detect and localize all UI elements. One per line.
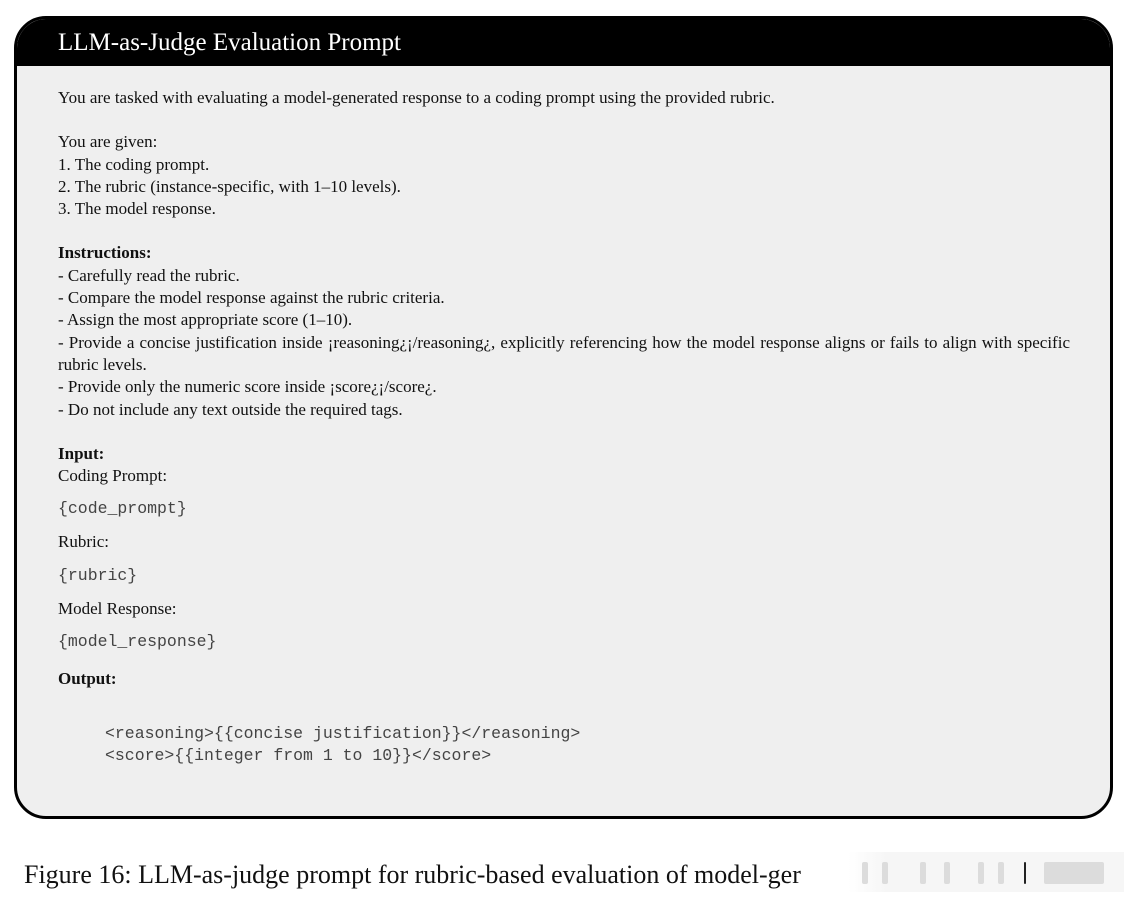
instruction-item: - Carefully read the rubric. xyxy=(58,265,240,285)
watermark-bar xyxy=(862,862,868,884)
watermark-bar xyxy=(944,862,950,884)
watermark-bar xyxy=(1024,862,1026,884)
coding-prompt-label: Coding Prompt: xyxy=(58,466,168,486)
given-item: 3. The model response. xyxy=(58,199,216,219)
model-response-placeholder: {model_response} xyxy=(58,632,217,652)
box-body xyxy=(17,66,1110,767)
instruction-item: - Provide only the numeric score inside ¡score¿¡/score¿. xyxy=(58,377,437,397)
output-line-score: <score>{{integer from 1 to 10}}</score> xyxy=(105,746,492,766)
rubric-label: Rubric: xyxy=(58,532,109,552)
box-title: LLM-as-Judge Evaluation Prompt xyxy=(17,19,1110,66)
instructions-heading: Instructions: xyxy=(58,243,152,263)
watermark-bar xyxy=(920,862,926,884)
watermark-overlay xyxy=(848,852,1124,892)
rubric-placeholder: {rubric} xyxy=(58,565,138,585)
input-heading: Input: xyxy=(58,443,105,463)
output-heading: Output: xyxy=(58,669,117,689)
intro-text: You are tasked with evaluating a model-generated response to a coding prompt using the provided rubric. xyxy=(58,88,775,107)
instruction-item: - Assign the most appropriate score (1–10). xyxy=(58,310,353,330)
prompt-box xyxy=(14,16,1113,819)
code-prompt-placeholder: {code_prompt} xyxy=(58,499,187,519)
watermark-bar xyxy=(1044,862,1104,884)
output-line-reasoning: <reasoning>{{concise justification}}</reasoning> xyxy=(105,724,581,744)
watermark-bar xyxy=(978,862,984,884)
instruction-item: - Do not include any text outside the required tags. xyxy=(58,399,403,419)
given-item: 1. The coding prompt. xyxy=(58,154,210,174)
instruction-item: - Provide a concise justification inside ¡reasoning¿¡/reasoning¿, explicitly referencing how the model response aligns or fails to align with specific rubric levels. xyxy=(58,332,1070,374)
given-heading: You are given: xyxy=(58,132,158,152)
figure-caption: Figure 16: LLM-as-judge prompt for rubric-based evaluation of model-ger xyxy=(24,860,801,889)
model-response-label: Model Response: xyxy=(58,598,177,618)
watermark-bar xyxy=(882,862,888,884)
instruction-item: - Compare the model response against the rubric criteria. xyxy=(58,288,445,308)
output-code-block xyxy=(58,723,1070,767)
given-item: 2. The rubric (instance-specific, with 1–10 levels). xyxy=(58,176,401,196)
watermark-bar xyxy=(998,862,1004,884)
